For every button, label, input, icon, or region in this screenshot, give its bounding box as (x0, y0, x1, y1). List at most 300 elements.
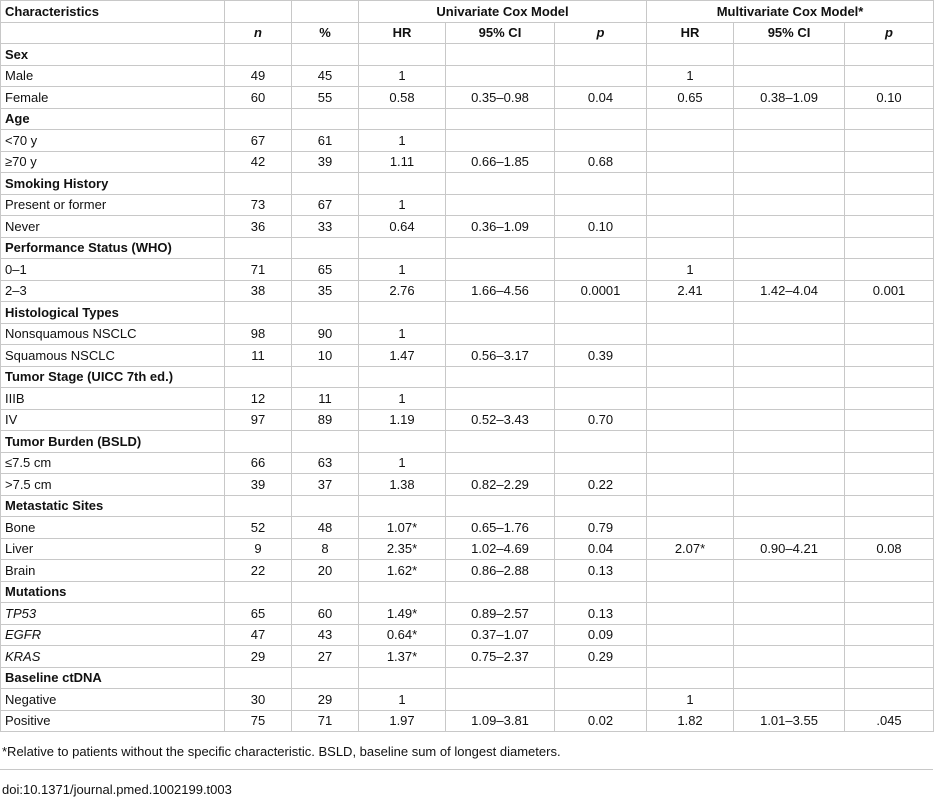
row-label: 2–3 (1, 280, 225, 302)
row-label: Nonsquamous NSCLC (1, 323, 225, 345)
empty-cell (845, 431, 934, 453)
empty-cell (225, 431, 292, 453)
empty-cell (555, 108, 647, 130)
table-row (1, 87, 934, 109)
cell-mhr (647, 345, 734, 367)
empty-cell (555, 237, 647, 259)
cell-hr: 1.47 (359, 345, 446, 367)
cell-n: 36 (225, 216, 292, 238)
cell-p: 0.39 (555, 345, 647, 367)
cell-ci: 0.36–1.09 (446, 216, 555, 238)
empty-cell (359, 237, 446, 259)
empty-cell (845, 667, 934, 689)
cell-hr: 1 (359, 130, 446, 152)
cell-p: 0.09 (555, 624, 647, 646)
row-label: Positive (1, 710, 225, 732)
cell-mhr (647, 474, 734, 496)
empty-cell (292, 667, 359, 689)
cell-mhr (647, 323, 734, 345)
cell-hr: 1.19 (359, 409, 446, 431)
cell-hr: 1 (359, 194, 446, 216)
divider (0, 769, 933, 770)
cell-p: 0.04 (555, 87, 647, 109)
cell-mci (734, 452, 845, 474)
cell-mci (734, 409, 845, 431)
cell-mci (734, 560, 845, 582)
row-label: Female (1, 87, 225, 109)
header-ci: 95% CI (446, 22, 555, 44)
cell-mci (734, 646, 845, 668)
header-p: p (555, 22, 647, 44)
cell-mp (845, 345, 934, 367)
cell-pct: 27 (292, 646, 359, 668)
empty-cell (647, 366, 734, 388)
header-multi-ci: 95% CI (734, 22, 845, 44)
cell-ci (446, 259, 555, 281)
cell-pct: 71 (292, 710, 359, 732)
row-label: EGFR (1, 624, 225, 646)
cell-mp (845, 624, 934, 646)
cell-n: 67 (225, 130, 292, 152)
cell-ci: 0.89–2.57 (446, 603, 555, 625)
cell-hr: 1 (359, 259, 446, 281)
cell-mp (845, 474, 934, 496)
cell-hr: 1.49* (359, 603, 446, 625)
row-label: <70 y (1, 130, 225, 152)
cell-mp (845, 603, 934, 625)
cell-p (555, 452, 647, 474)
section-label: Age (1, 108, 225, 130)
empty-cell (359, 302, 446, 324)
empty-cell (845, 366, 934, 388)
cell-p (555, 323, 647, 345)
empty-cell (292, 44, 359, 66)
empty-cell (225, 495, 292, 517)
table-row (1, 710, 934, 732)
cell-mhr: 1.82 (647, 710, 734, 732)
cell-mp (845, 517, 934, 539)
row-label: Negative (1, 689, 225, 711)
table-row (1, 345, 934, 367)
section-label: Mutations (1, 581, 225, 603)
empty-cell (734, 173, 845, 195)
cell-ci: 0.35–0.98 (446, 87, 555, 109)
row-label: Squamous NSCLC (1, 345, 225, 367)
section-row (1, 366, 934, 388)
empty-cell (225, 173, 292, 195)
empty-cell (446, 581, 555, 603)
cell-mp (845, 560, 934, 582)
cell-mp (845, 323, 934, 345)
cell-mp (845, 216, 934, 238)
empty-cell (647, 302, 734, 324)
cell-pct: 11 (292, 388, 359, 410)
section-row (1, 495, 934, 517)
empty-cell (446, 302, 555, 324)
cell-mhr: 1 (647, 689, 734, 711)
cell-mhr (647, 216, 734, 238)
cell-pct: 45 (292, 65, 359, 87)
header-multi-p: p (845, 22, 934, 44)
empty-cell (292, 495, 359, 517)
cell-mci (734, 689, 845, 711)
cell-mci: 1.42–4.04 (734, 280, 845, 302)
cell-pct: 61 (292, 130, 359, 152)
cell-pct: 55 (292, 87, 359, 109)
cell-hr: 1.11 (359, 151, 446, 173)
empty-cell (225, 237, 292, 259)
row-label: Never (1, 216, 225, 238)
cell-n: 30 (225, 689, 292, 711)
empty-cell (845, 173, 934, 195)
header-characteristics: Characteristics (1, 1, 225, 23)
table-row (1, 65, 934, 87)
empty-cell (555, 302, 647, 324)
row-label: Brain (1, 560, 225, 582)
cell-pct: 29 (292, 689, 359, 711)
header-empty-characteristics (1, 22, 225, 44)
header-multi-hr: HR (647, 22, 734, 44)
empty-cell (225, 44, 292, 66)
empty-cell (292, 237, 359, 259)
cell-mci (734, 65, 845, 87)
cell-mci (734, 388, 845, 410)
cell-mp (845, 409, 934, 431)
cell-mhr (647, 560, 734, 582)
cell-mp (845, 646, 934, 668)
empty-cell (555, 44, 647, 66)
cell-hr: 0.64* (359, 624, 446, 646)
empty-cell (555, 173, 647, 195)
cell-n: 66 (225, 452, 292, 474)
cell-hr: 1.97 (359, 710, 446, 732)
cell-mci: 0.90–4.21 (734, 538, 845, 560)
cell-ci: 0.86–2.88 (446, 560, 555, 582)
row-label: IIIB (1, 388, 225, 410)
cell-mci (734, 216, 845, 238)
cell-hr: 2.76 (359, 280, 446, 302)
cell-mhr (647, 388, 734, 410)
empty-cell (734, 667, 845, 689)
row-label: 0–1 (1, 259, 225, 281)
empty-cell (845, 581, 934, 603)
cell-mhr: 0.65 (647, 87, 734, 109)
cell-n: 60 (225, 87, 292, 109)
cell-mhr: 1 (647, 65, 734, 87)
section-label: Histological Types (1, 302, 225, 324)
table-body (1, 44, 934, 732)
cell-ci (446, 323, 555, 345)
empty-cell (225, 366, 292, 388)
row-label: IV (1, 409, 225, 431)
empty-cell (647, 44, 734, 66)
empty-cell (734, 431, 845, 453)
cell-p (555, 388, 647, 410)
cell-pct: 63 (292, 452, 359, 474)
cell-n: 73 (225, 194, 292, 216)
empty-cell (446, 173, 555, 195)
table-row (1, 130, 934, 152)
empty-cell (446, 237, 555, 259)
empty-cell (446, 667, 555, 689)
empty-cell (292, 302, 359, 324)
cell-n: 22 (225, 560, 292, 582)
row-label: ≥70 y (1, 151, 225, 173)
cell-ci (446, 388, 555, 410)
cell-ci: 1.66–4.56 (446, 280, 555, 302)
row-label: ≤7.5 cm (1, 452, 225, 474)
cell-hr: 2.35* (359, 538, 446, 560)
cell-n: 39 (225, 474, 292, 496)
empty-cell (647, 173, 734, 195)
cell-p (555, 689, 647, 711)
cell-p: 0.29 (555, 646, 647, 668)
cell-hr: 1.38 (359, 474, 446, 496)
empty-cell (555, 581, 647, 603)
section-row (1, 581, 934, 603)
cell-mci (734, 603, 845, 625)
cell-ci: 0.56–3.17 (446, 345, 555, 367)
cell-mhr (647, 646, 734, 668)
header-hr: HR (359, 22, 446, 44)
row-label: Male (1, 65, 225, 87)
cell-hr: 0.58 (359, 87, 446, 109)
empty-cell (845, 44, 934, 66)
empty-cell (359, 108, 446, 130)
cell-n: 75 (225, 710, 292, 732)
cell-mhr: 2.07* (647, 538, 734, 560)
section-row (1, 431, 934, 453)
cell-mci (734, 259, 845, 281)
cell-hr: 1.62* (359, 560, 446, 582)
empty-cell (359, 495, 446, 517)
cell-p (555, 65, 647, 87)
table-row (1, 151, 934, 173)
cell-p: 0.68 (555, 151, 647, 173)
table-row (1, 560, 934, 582)
table-row (1, 194, 934, 216)
empty-cell (734, 237, 845, 259)
empty-cell (555, 495, 647, 517)
cell-mhr (647, 452, 734, 474)
table-row (1, 323, 934, 345)
section-label: Sex (1, 44, 225, 66)
cell-mhr: 1 (647, 259, 734, 281)
table-footnote: *Relative to patients without the specific characteristic. BSLD, baseline sum of longest diameters. (2, 744, 561, 759)
cell-ci (446, 194, 555, 216)
cell-p: 0.0001 (555, 280, 647, 302)
cell-n: 49 (225, 65, 292, 87)
cell-mp (845, 259, 934, 281)
row-label: >7.5 cm (1, 474, 225, 496)
doi-text: doi:10.1371/journal.pmed.1002199.t003 (2, 782, 232, 797)
cell-mp (845, 689, 934, 711)
cell-ci: 0.65–1.76 (446, 517, 555, 539)
cell-pct: 48 (292, 517, 359, 539)
cell-mp (845, 452, 934, 474)
cell-mp (845, 65, 934, 87)
cell-pct: 10 (292, 345, 359, 367)
cell-mci (734, 474, 845, 496)
table-row (1, 538, 934, 560)
cell-ci: 1.09–3.81 (446, 710, 555, 732)
row-label: TP53 (1, 603, 225, 625)
cell-pct: 43 (292, 624, 359, 646)
cell-mhr (647, 603, 734, 625)
cell-pct: 89 (292, 409, 359, 431)
cell-mci (734, 323, 845, 345)
cell-ci: 0.66–1.85 (446, 151, 555, 173)
cell-p: 0.10 (555, 216, 647, 238)
empty-cell (647, 667, 734, 689)
table-row (1, 452, 934, 474)
section-row (1, 302, 934, 324)
empty-cell (225, 667, 292, 689)
cell-mci (734, 130, 845, 152)
cell-mci (734, 345, 845, 367)
empty-cell (734, 108, 845, 130)
empty-cell (845, 302, 934, 324)
cell-pct: 37 (292, 474, 359, 496)
header-n: n (225, 22, 292, 44)
empty-cell (446, 108, 555, 130)
empty-cell (734, 44, 845, 66)
table-row (1, 603, 934, 625)
section-label: Smoking History (1, 173, 225, 195)
header-pct: % (292, 22, 359, 44)
empty-cell (359, 667, 446, 689)
table-row (1, 689, 934, 711)
empty-cell (845, 237, 934, 259)
section-row (1, 108, 934, 130)
cell-mp: 0.10 (845, 87, 934, 109)
row-label: Liver (1, 538, 225, 560)
empty-cell (647, 431, 734, 453)
cell-ci: 0.82–2.29 (446, 474, 555, 496)
cell-ci (446, 130, 555, 152)
cell-p: 0.70 (555, 409, 647, 431)
table-row (1, 624, 934, 646)
cell-n: 9 (225, 538, 292, 560)
cell-p: 0.04 (555, 538, 647, 560)
cell-mci (734, 151, 845, 173)
row-label: Present or former (1, 194, 225, 216)
cell-mp: 0.08 (845, 538, 934, 560)
row-label: KRAS (1, 646, 225, 668)
cell-n: 42 (225, 151, 292, 173)
section-row (1, 237, 934, 259)
cell-n: 12 (225, 388, 292, 410)
cell-mci (734, 624, 845, 646)
table-row (1, 388, 934, 410)
cell-p (555, 130, 647, 152)
cell-p: 0.79 (555, 517, 647, 539)
empty-cell (359, 173, 446, 195)
cell-mhr: 2.41 (647, 280, 734, 302)
cell-ci: 0.75–2.37 (446, 646, 555, 668)
cell-pct: 8 (292, 538, 359, 560)
cell-hr: 0.64 (359, 216, 446, 238)
empty-cell (647, 108, 734, 130)
empty-cell (555, 366, 647, 388)
cell-ci (446, 452, 555, 474)
cell-hr: 1 (359, 689, 446, 711)
empty-cell (647, 495, 734, 517)
cell-p: 0.02 (555, 710, 647, 732)
empty-cell (647, 581, 734, 603)
empty-cell (555, 431, 647, 453)
cell-n: 11 (225, 345, 292, 367)
cell-mci: 1.01–3.55 (734, 710, 845, 732)
empty-cell (446, 366, 555, 388)
section-label: Metastatic Sites (1, 495, 225, 517)
empty-cell (225, 581, 292, 603)
cell-hr: 1.07* (359, 517, 446, 539)
empty-cell (734, 302, 845, 324)
table-row (1, 409, 934, 431)
cell-mp (845, 194, 934, 216)
cell-mci: 0.38–1.09 (734, 87, 845, 109)
cell-p: 0.13 (555, 603, 647, 625)
cell-p (555, 194, 647, 216)
empty-cell (359, 366, 446, 388)
empty-cell (446, 495, 555, 517)
cell-ci: 0.37–1.07 (446, 624, 555, 646)
cell-hr: 1.37* (359, 646, 446, 668)
cell-mhr (647, 130, 734, 152)
cell-ci: 1.02–4.69 (446, 538, 555, 560)
cell-mhr (647, 194, 734, 216)
cell-hr: 1 (359, 323, 446, 345)
section-row (1, 44, 934, 66)
cell-pct: 20 (292, 560, 359, 582)
section-label: Tumor Burden (BSLD) (1, 431, 225, 453)
cell-n: 97 (225, 409, 292, 431)
cell-pct: 90 (292, 323, 359, 345)
cell-mhr (647, 624, 734, 646)
empty-cell (292, 108, 359, 130)
cell-n: 47 (225, 624, 292, 646)
cell-pct: 33 (292, 216, 359, 238)
cell-mci (734, 194, 845, 216)
cell-mp (845, 388, 934, 410)
section-label: Tumor Stage (UICC 7th ed.) (1, 366, 225, 388)
empty-cell (734, 581, 845, 603)
cell-pct: 67 (292, 194, 359, 216)
section-label: Performance Status (WHO) (1, 237, 225, 259)
empty-cell (225, 108, 292, 130)
empty-cell (446, 431, 555, 453)
table-row (1, 646, 934, 668)
header-univariate: Univariate Cox Model (359, 1, 647, 23)
empty-cell (845, 495, 934, 517)
cell-hr: 1 (359, 452, 446, 474)
cell-hr: 1 (359, 388, 446, 410)
empty-cell (555, 667, 647, 689)
table-row (1, 216, 934, 238)
cell-n: 29 (225, 646, 292, 668)
header-multivariate-mark: * (858, 3, 864, 19)
empty-cell (292, 173, 359, 195)
section-row (1, 667, 934, 689)
cell-ci (446, 65, 555, 87)
cell-n: 98 (225, 323, 292, 345)
table-row (1, 280, 934, 302)
cell-p (555, 259, 647, 281)
empty-cell (292, 366, 359, 388)
row-label: Bone (1, 517, 225, 539)
cell-pct: 35 (292, 280, 359, 302)
